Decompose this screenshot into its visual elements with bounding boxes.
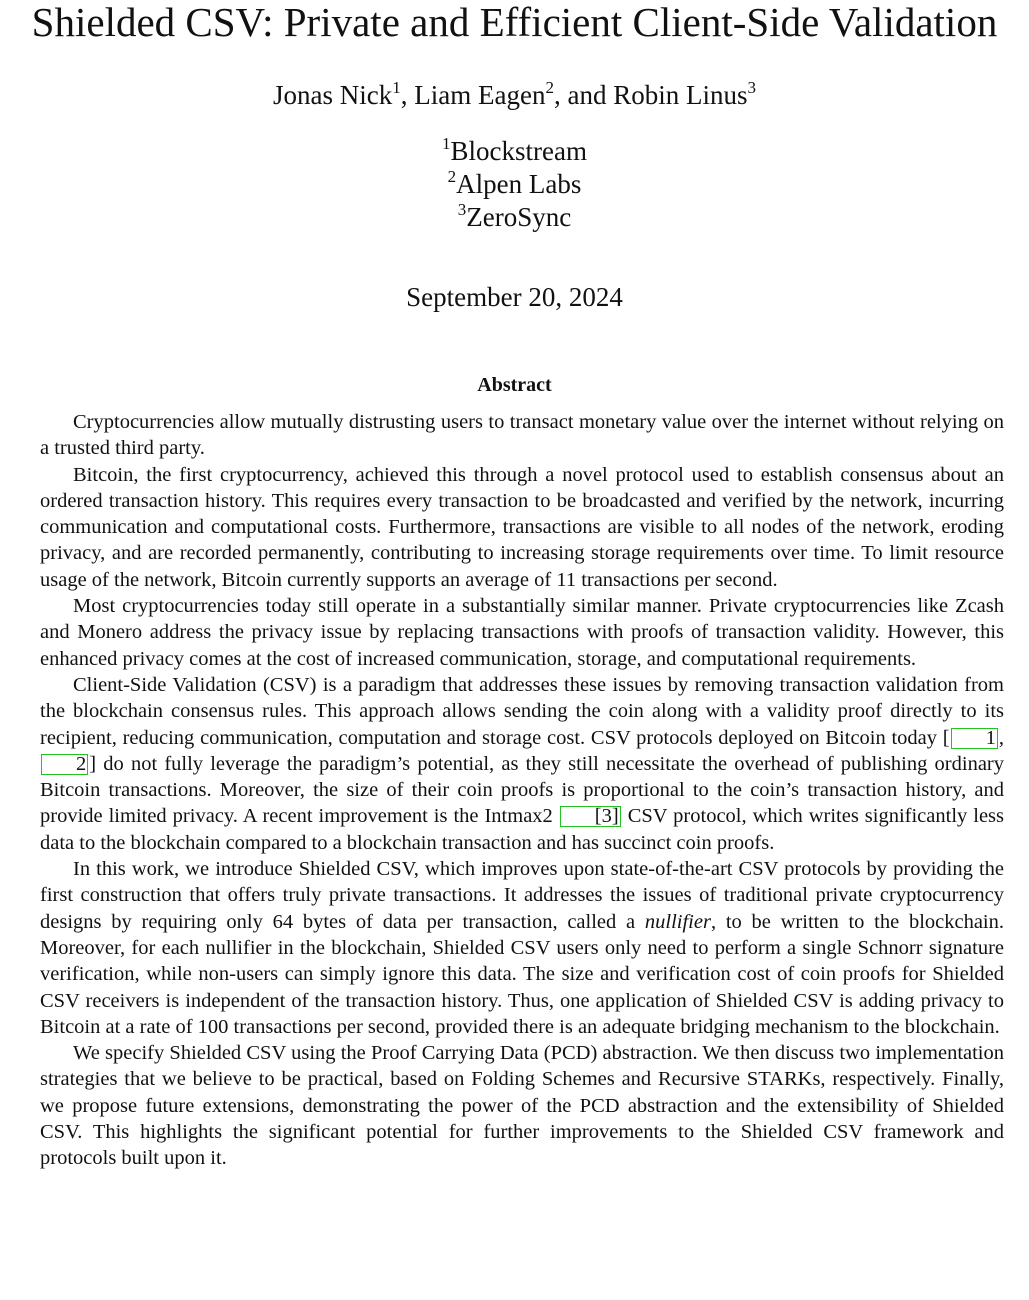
citation-bracket: ] [89, 752, 97, 775]
abstract-paragraph-1: Cryptocurrencies allow mutually distrusting users to transact monetary value over the internet without relying on a trusted third party. [40, 411, 1004, 460]
citation-separator: , [998, 726, 1004, 749]
author-affiliation-mark: 1 [392, 78, 401, 97]
affiliation-name: Blockstream [450, 136, 587, 166]
affiliation-mark: 2 [447, 167, 457, 186]
citation-link-3[interactable]: [3] [560, 806, 621, 827]
affiliation [0, 201, 1029, 234]
abstract-paragraph-2: Bitcoin, the first cryptocurrency, achieved this through a novel protocol used to establish consensus about an ordered transaction history. This requires every transaction to be broadcasted and verified by the network, incurring communication and computational costs. Furthermore, transactions are visible to all nodes of the network, eroding privacy, and are recorded permanently, contributing to increasing storage requirements over time. To limit resource usage of the network, Bitcoin currently supports an average of 11 transactions per second. [40, 463, 1004, 591]
abstract-paragraph-3: Most cryptocurrencies today still operate in a substantially similar manner. Private cryptocurrencies like Zcash and Monero address the privacy issue by replacing transactions with proofs of transaction validity. However, this enhanced privacy comes at the cost of increased communication, storage, and computational requirements. [40, 595, 1004, 670]
paragraph-text: In this work, we introduce Shielded CSV, which improves upon state-of-the-art CSV protocols by providing the first construction that offers truly private transactions. It addresses the issues of traditional private cryptocurrency designs by requiring only 64 bytes of data per transaction, called a [40, 858, 1004, 933]
affiliation-name: Alpen Labs [456, 169, 582, 199]
author-affiliation-mark: 3 [747, 78, 756, 97]
paragraph-text: Client-Side Validation (CSV) is a paradigm that addresses these issues by removing transaction validation from the blockchain consensus rules. This approach allows sending the coin along with a validity proof directly to its recipient, reducing communication, computation and storage cost. CSV protocols deployed on Bitcoin today [40, 673, 1004, 749]
abstract-paragraph-4 [40, 672, 1004, 856]
paragraph-text: , to be written to the blockchain. Moreover, for each nullifier in the blockchain, Shielded CSV users only need to perform a single Schnorr signature verification, while non-users can simply ignore this data. The size and verification cost of coin proofs for Shielded CSV receivers is independent of the transaction history. Thus, one application of Shielded CSV is adding privacy to Bitcoin at a rate of 100 transactions per second, provided there is an adequate bridging mechanism to the blockchain. [40, 910, 1005, 1038]
author-separator: , and [553, 80, 614, 110]
abstract-paragraph-5 [40, 856, 1004, 1040]
paragraph-text: CSV protocol, which writes significantly less data to the blockchain compared to a blockchain transaction and has succinct coin proofs. [40, 805, 1004, 854]
author-name: Liam Eagen [414, 80, 546, 110]
abstract-body [40, 409, 1004, 1172]
author-name: Jonas Nick [273, 80, 393, 110]
author-affiliation-mark: 2 [545, 78, 554, 97]
affiliation-mark: 1 [442, 134, 451, 153]
affiliation [0, 168, 1029, 201]
author-separator: , [400, 80, 415, 110]
paper-title: Shielded CSV: Private and Efficient Client-Side Validation [31, 0, 998, 45]
abstract-heading: Abstract [477, 374, 552, 396]
author-name: Robin Linus [613, 80, 748, 110]
citation-link-1[interactable]: 1 [951, 728, 998, 749]
abstract-paragraph-6: We specify Shielded CSV using the Proof Carrying Data (PCD) abstraction. We then discuss two implementation strategies that we believe to be practical, based on Folding Schemes and Recursive STARKs, respectively. Finally, we propose future extensions, demonstrating the power of the PCD abstraction and the extensibility of Shielded CSV. This highlights the significant potential for further improvements to the Shielded CSV framework and protocols built upon it. [40, 1042, 1004, 1170]
citation-link-2[interactable]: 2 [41, 754, 88, 775]
affiliation [0, 135, 1029, 168]
affiliation-mark: 3 [457, 200, 467, 219]
affiliation-list [0, 135, 1029, 234]
affiliation-name: ZeroSync [466, 202, 572, 232]
paragraph-text: do not fully leverage the paradigm’s potential, as they still necessitate the overhead of publishing ordinary Bitcoin transactions. Moreover, the size of their coin proofs is proportional to the coin’s transaction history, and provide limited privacy. A recent improvement is the Intmax2 [40, 752, 1004, 828]
author-list [0, 78, 1029, 112]
citation-bracket: [ [942, 726, 950, 749]
emphasized-term: nullifier [644, 910, 711, 933]
publication-date: September 20, 2024 [406, 282, 623, 312]
